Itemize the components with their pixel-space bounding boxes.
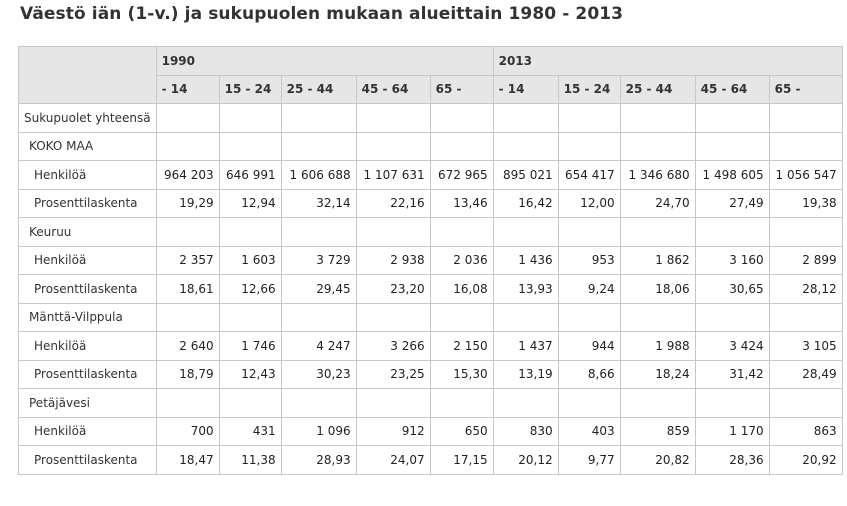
region-label: KOKO MAA: [19, 132, 157, 161]
value-cell: 30,65: [695, 275, 769, 304]
age-header: - 14: [493, 75, 558, 104]
value-cell: 11,38: [219, 446, 281, 475]
value-cell: 3 424: [695, 332, 769, 361]
row-label: Henkilöä: [19, 161, 157, 190]
value-cell: 646 991: [219, 161, 281, 190]
value-cell: 16,42: [493, 189, 558, 218]
value-cell: 12,94: [219, 189, 281, 218]
region-row: [19, 389, 843, 418]
region-row: [19, 132, 843, 161]
age-header: 25 - 44: [281, 75, 356, 104]
value-cell: 431: [219, 417, 281, 446]
value-cell: 700: [156, 417, 219, 446]
value-cell: 1 056 547: [769, 161, 842, 190]
value-cell: 18,24: [620, 360, 695, 389]
page-title: Väestö iän (1-v.) ja sukupuolen mukaan alueittain 1980 - 2013: [20, 4, 624, 24]
region-row: [19, 218, 843, 247]
value-cell: 859: [620, 417, 695, 446]
age-header: - 14: [156, 75, 219, 104]
value-cell: 22,16: [356, 189, 430, 218]
value-cell: 29,45: [281, 275, 356, 304]
value-cell: 944: [558, 332, 620, 361]
value-cell: 9,77: [558, 446, 620, 475]
value-cell: 1 606 688: [281, 161, 356, 190]
value-cell: 17,15: [430, 446, 493, 475]
value-cell: 28,36: [695, 446, 769, 475]
value-cell: 31,42: [695, 360, 769, 389]
row-label: Prosenttilaskenta: [19, 275, 157, 304]
value-cell: 20,92: [769, 446, 842, 475]
age-header: 65 -: [430, 75, 493, 104]
value-cell: 18,79: [156, 360, 219, 389]
value-cell: 8,66: [558, 360, 620, 389]
table-row: [19, 275, 843, 304]
value-cell: 12,43: [219, 360, 281, 389]
value-cell: 2 899: [769, 246, 842, 275]
value-cell: 3 729: [281, 246, 356, 275]
row-label: Prosenttilaskenta: [19, 189, 157, 218]
value-cell: 1 346 680: [620, 161, 695, 190]
value-cell: 18,47: [156, 446, 219, 475]
value-cell: 9,24: [558, 275, 620, 304]
table-row: [19, 332, 843, 361]
value-cell: 19,29: [156, 189, 219, 218]
value-cell: 863: [769, 417, 842, 446]
row-label: Prosenttilaskenta: [19, 446, 157, 475]
value-cell: 13,46: [430, 189, 493, 218]
row-label: Henkilöä: [19, 332, 157, 361]
table-row: [19, 246, 843, 275]
age-header: 25 - 44: [620, 75, 695, 104]
value-cell: 15,30: [430, 360, 493, 389]
age-header: 45 - 64: [356, 75, 430, 104]
value-cell: 1 988: [620, 332, 695, 361]
age-header: 65 -: [769, 75, 842, 104]
value-cell: 12,66: [219, 275, 281, 304]
value-cell: 28,49: [769, 360, 842, 389]
value-cell: 3 266: [356, 332, 430, 361]
region-label: Petäjävesi: [19, 389, 157, 418]
age-header: 45 - 64: [695, 75, 769, 104]
value-cell: 1 862: [620, 246, 695, 275]
region-label: Keuruu: [19, 218, 157, 247]
value-cell: 27,49: [695, 189, 769, 218]
value-cell: 1 603: [219, 246, 281, 275]
corner-header-cell: [19, 47, 157, 104]
table-body: [19, 104, 843, 475]
region-label: Mänttä-Vilppula: [19, 303, 157, 332]
value-cell: 1 498 605: [695, 161, 769, 190]
table-row: [19, 189, 843, 218]
value-cell: 16,08: [430, 275, 493, 304]
value-cell: 650: [430, 417, 493, 446]
region-row: [19, 303, 843, 332]
value-cell: 1 437: [493, 332, 558, 361]
value-cell: 3 160: [695, 246, 769, 275]
value-cell: 19,38: [769, 189, 842, 218]
value-cell: 1 436: [493, 246, 558, 275]
year-header-1990: 1990: [156, 47, 493, 76]
value-cell: 964 203: [156, 161, 219, 190]
value-cell: 2 357: [156, 246, 219, 275]
row-label: Prosenttilaskenta: [19, 360, 157, 389]
row-label: Henkilöä: [19, 246, 157, 275]
value-cell: 1 170: [695, 417, 769, 446]
value-cell: 3 105: [769, 332, 842, 361]
value-cell: 30,23: [281, 360, 356, 389]
value-cell: 1 746: [219, 332, 281, 361]
table-row: [19, 360, 843, 389]
value-cell: 2 640: [156, 332, 219, 361]
row-label: Henkilöä: [19, 417, 157, 446]
value-cell: 403: [558, 417, 620, 446]
value-cell: 895 021: [493, 161, 558, 190]
value-cell: 24,07: [356, 446, 430, 475]
value-cell: 13,93: [493, 275, 558, 304]
value-cell: 2 036: [430, 246, 493, 275]
value-cell: 18,06: [620, 275, 695, 304]
value-cell: 13,19: [493, 360, 558, 389]
value-cell: 1 107 631: [356, 161, 430, 190]
value-cell: 20,82: [620, 446, 695, 475]
value-cell: 912: [356, 417, 430, 446]
age-header: 15 - 24: [558, 75, 620, 104]
value-cell: 32,14: [281, 189, 356, 218]
value-cell: 23,20: [356, 275, 430, 304]
value-cell: 23,25: [356, 360, 430, 389]
value-cell: 2 150: [430, 332, 493, 361]
value-cell: 1 096: [281, 417, 356, 446]
value-cell: 12,00: [558, 189, 620, 218]
value-cell: 830: [493, 417, 558, 446]
group-label-row: [19, 104, 843, 133]
value-cell: 24,70: [620, 189, 695, 218]
year-header-row: [19, 47, 843, 76]
value-cell: 672 965: [430, 161, 493, 190]
value-cell: 20,12: [493, 446, 558, 475]
value-cell: 28,12: [769, 275, 842, 304]
value-cell: 2 938: [356, 246, 430, 275]
table-row: [19, 161, 843, 190]
value-cell: 953: [558, 246, 620, 275]
age-header: 15 - 24: [219, 75, 281, 104]
table-row: [19, 417, 843, 446]
year-header-2013: 2013: [493, 47, 842, 76]
group-label: Sukupuolet yhteensä: [19, 104, 157, 133]
value-cell: 28,93: [281, 446, 356, 475]
value-cell: 654 417: [558, 161, 620, 190]
value-cell: 4 247: [281, 332, 356, 361]
table-row: [19, 446, 843, 475]
statistics-table: [18, 46, 843, 475]
value-cell: 18,61: [156, 275, 219, 304]
